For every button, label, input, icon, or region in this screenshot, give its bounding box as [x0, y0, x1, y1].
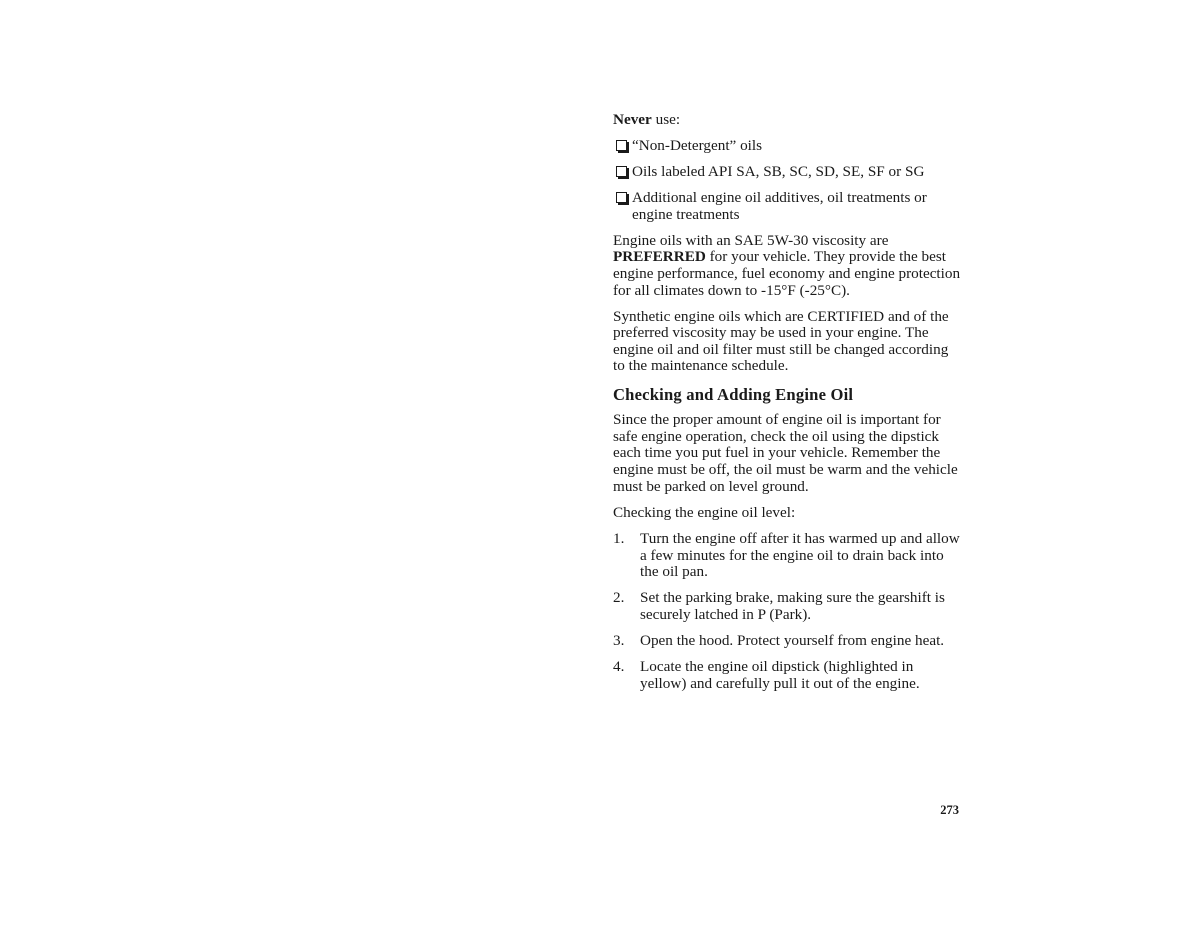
- never-use-suffix: use:: [651, 111, 681, 128]
- step-item: [613, 531, 963, 581]
- step-item: [613, 659, 963, 692]
- never-list-item: [613, 190, 963, 223]
- never-list-item: [613, 164, 963, 181]
- never-list-item: [613, 138, 963, 155]
- manual-text-column: [613, 112, 963, 702]
- never-list-item-text: “Non-Detergent” oils: [632, 137, 763, 155]
- preferred-text-before: Engine oils with an SAE 5W-30 viscosity are: [613, 231, 889, 249]
- step-item: [613, 590, 963, 623]
- step-number: 2.: [613, 589, 625, 607]
- step-text: Set the parking brake, making sure the gearshift is securely latched in P (Park).: [640, 589, 945, 623]
- checkbox-bullet-icon: [616, 140, 627, 151]
- section-intro-paragraph: Since the proper amount of engine oil is important for safe engine operation, check the oil using the dipstick each time you put fuel in your vehicle. Remember the engine must be off, the oil must be warm and the vehicle must be parked on level ground.: [613, 411, 958, 495]
- checking-label: Checking the engine oil level:: [613, 503, 796, 521]
- checkbox-bullet-icon: [616, 166, 627, 177]
- step-number: 4.: [613, 658, 625, 676]
- step-text: Turn the engine off after it has warmed up and allow a few minutes for the engine oil to drain back into the oil pan.: [640, 530, 960, 581]
- preferred-oil-paragraph: [613, 233, 963, 299]
- synthetic-oil-paragraph: Synthetic engine oils which are CERTIFIED and of the preferred viscosity may be used in your engine. The engine oil and oil filter must still be changed according to the maintenance schedule.: [613, 307, 949, 375]
- never-list-item-text: Additional engine oil additives, oil treatments or engine treatments: [632, 189, 927, 223]
- never-use-line: [613, 112, 963, 129]
- preferred-emphasis: PREFERRED: [613, 248, 706, 266]
- preferred-text-after: for your vehicle. They provide the best engine performance, fuel economy and engine protection for all climates down to -15°F (-25°C).: [613, 248, 961, 299]
- step-text: Open the hood. Protect yourself from engine heat.: [640, 632, 945, 650]
- page-number: 273: [940, 803, 959, 817]
- step-number: 3.: [613, 632, 625, 650]
- checkbox-bullet-icon: [616, 192, 627, 203]
- step-number: 1.: [613, 530, 625, 548]
- step-item: [613, 633, 963, 650]
- never-label: Never: [613, 111, 652, 128]
- step-text: Locate the engine oil dipstick (highlighted in yellow) and carefully pull it out of the engine.: [640, 658, 920, 692]
- section-heading: Checking and Adding Engine Oil: [613, 384, 854, 404]
- never-list-item-text: Oils labeled API SA, SB, SC, SD, SE, SF or SG: [632, 163, 925, 181]
